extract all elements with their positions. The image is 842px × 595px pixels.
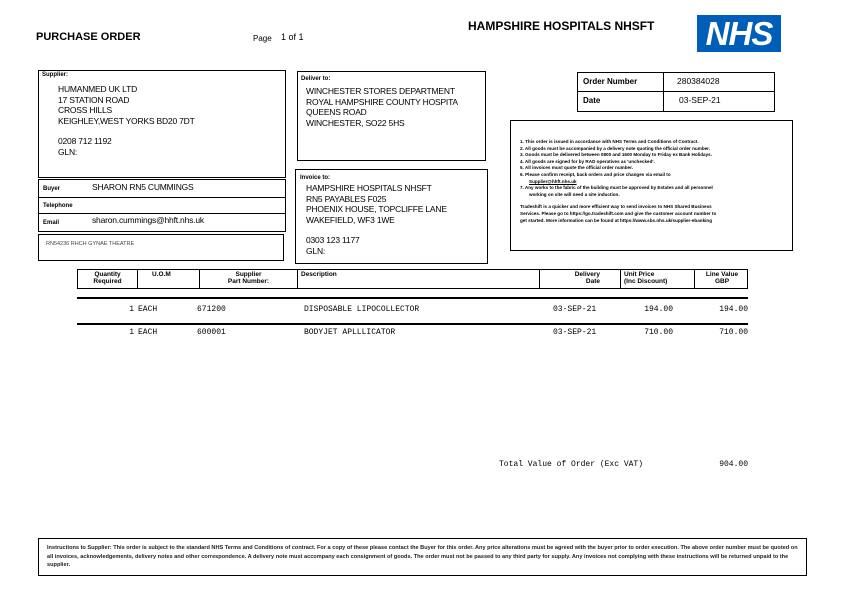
term-item: 5. All invoices must quote the official order number. xyxy=(520,165,633,171)
header-quantity: Quantity Required xyxy=(78,270,138,288)
supplier-line: 17 STATION ROAD xyxy=(58,94,130,105)
table-row xyxy=(77,305,748,317)
supplier-label: Supplier: xyxy=(42,72,69,78)
deliver-line: ROYAL HAMPSHIRE COUNTY HOSPITA xyxy=(306,96,458,107)
header-uom: U.O.M xyxy=(138,270,200,288)
order-number-value: 280384028 xyxy=(677,76,720,86)
invoice-line: PHOENIX HOUSE, TOPCLIFFE LANE xyxy=(306,204,447,214)
term-item: 2. All goods must be accompanied by a delivery note quoting the official order number. xyxy=(520,145,710,151)
deliver-to-label: Deliver to: xyxy=(301,76,331,82)
row-qty: 1 xyxy=(129,305,134,314)
buyer-name: SHARON RN5 CUMMINGS xyxy=(92,182,194,192)
tradeshift-text: get started. More information can be found at https://www.sbs.nhs.uk/supplier-ebanking xyxy=(520,217,713,223)
row-part: 600001 xyxy=(197,328,226,337)
supplier-box xyxy=(38,70,286,178)
row-uom: EACH xyxy=(138,305,158,314)
deliver-line: QUEENS ROAD xyxy=(306,107,367,117)
term-item: 1. This order is issued in accordance with NHS Terms and Conditions of Contract. xyxy=(520,139,699,144)
row-line-value: 710.00 xyxy=(719,328,748,337)
date-label: Date xyxy=(583,96,601,105)
supplier-line: KEIGHLEY,WEST YORKS BD20 7DT xyxy=(58,115,195,126)
cost-centre-box xyxy=(38,234,284,261)
instructions-box xyxy=(38,538,807,576)
term-item: working on site will need a site induction. xyxy=(529,191,620,197)
invoice-line: HAMPSHIRE HOSPITALS NHSFT xyxy=(306,183,432,193)
deliver-line: WINCHESTER STORES DEPARTMENT xyxy=(306,86,455,96)
supplier-line: CROSS HILLS xyxy=(58,105,113,115)
supplier-address xyxy=(58,84,195,157)
term-item: 6. Please confirm receipt, back orders and price changes via email to xyxy=(520,171,671,177)
terms-list xyxy=(520,139,788,224)
email-label: Email xyxy=(43,220,60,226)
total-value: 904.00 xyxy=(719,460,748,469)
order-number-label: Order Number xyxy=(583,77,638,86)
row-line-value: 194.00 xyxy=(719,305,748,314)
invoice-phone: 0303 123 1177 xyxy=(306,235,360,245)
supplier-instructions: Instructions to Supplier: This order is subject to the standard NHS Terms and Conditions of contract. For a copy of these please contact the Buyer for this order. Any price alterations must be agreed with the buyer prior to order execution. The above order number must be quoted on all invoices, acknowledgements, delivery notes and other correspondence. A delivery note must accompany each consignment of goods. The order must not be passed to any third party for supply. Any invoices not complying with these instructions will be returned unpaid to the supplier. xyxy=(47,545,798,568)
invoice-address xyxy=(306,183,447,256)
header-part-number: Supplier Part Number: xyxy=(200,270,298,288)
row-divider xyxy=(77,323,748,325)
invoice-line: WAKEFIELD, WF3 1WE xyxy=(306,214,395,225)
supplier-gln: GLN: xyxy=(58,146,78,157)
buyer-label: Buyer xyxy=(43,186,61,192)
invoice-to-box xyxy=(295,169,488,264)
table-row xyxy=(77,328,748,340)
row-description: BODYJET APLLLICATOR xyxy=(304,328,396,337)
order-info-box xyxy=(577,72,775,112)
header-line-value: Line Value GBP xyxy=(705,271,739,285)
deliver-address xyxy=(306,86,458,128)
header-description: Description xyxy=(298,270,540,288)
page-label: Page xyxy=(253,34,272,43)
terms-box xyxy=(510,120,793,251)
term-item: 3. Goods must be delivered between 0800 and 1600 Monday to Friday ex Bank Holidays. xyxy=(520,152,712,158)
supplier-line: HUMANMED UK LTD xyxy=(58,84,138,94)
date-value: 03-SEP-21 xyxy=(679,95,721,105)
row-uom: EACH xyxy=(138,328,158,337)
tradeshift-text: Services. Please go to https://go.tradeshift.com and give the customer account number to xyxy=(520,210,717,216)
header-unit-price: Unit Price (Inc Discount) xyxy=(621,270,695,288)
invoice-line: RN5 PAYABLES F025 xyxy=(306,193,387,204)
invoice-gln: GLN: xyxy=(306,245,326,256)
row-date: 03-SEP-21 xyxy=(553,305,597,314)
header-delivery-date: Delivery Date xyxy=(540,270,621,288)
document-title: PURCHASE ORDER xyxy=(36,31,141,43)
total-label: Total Value of Order (Exc VAT) xyxy=(499,460,644,469)
term-item: 7. Any works to the fabric of the building must be approved by Estates and all personnel xyxy=(520,185,713,191)
cost-centre: RN54236 RHCH GYNAE THEATRE xyxy=(46,241,135,247)
tradeshift-text: Tradeshift is a quicker and more efficient way to send invoices to NHS Shared Business xyxy=(520,204,712,210)
term-item: 4. All goods are signed for by RAD operatives as 'unchecked'. xyxy=(520,158,655,164)
row-qty: 1 xyxy=(129,328,134,337)
row-description: DISPOSABLE LIPOCOLLECTOR xyxy=(304,305,420,314)
supplier-email-link[interactable]: Supplier@hhft.nhs.uk xyxy=(529,178,577,184)
nhs-logo: NHS xyxy=(697,15,781,52)
page-number: 1 of 1 xyxy=(281,32,304,42)
buyer-box xyxy=(38,179,286,232)
supplier-phone: 0208 712 1192 xyxy=(58,136,112,146)
organisation-name: HAMPSHIRE HOSPITALS NHSFT xyxy=(468,19,655,33)
row-unit-price: 710.00 xyxy=(644,328,673,337)
email-value: sharon.cummings@hhft.nhs.uk xyxy=(92,215,204,225)
row-part: 671200 xyxy=(197,305,226,314)
line-items-header xyxy=(77,269,748,289)
deliver-to-box xyxy=(297,71,486,161)
invoice-to-label: Invoice to: xyxy=(300,175,331,181)
row-date: 03-SEP-21 xyxy=(553,328,597,337)
deliver-line: WINCHESTER, SO22 5HS xyxy=(306,117,405,128)
telephone-label: Telephone xyxy=(43,203,73,209)
table-divider xyxy=(77,297,748,299)
row-unit-price: 194.00 xyxy=(644,305,673,314)
